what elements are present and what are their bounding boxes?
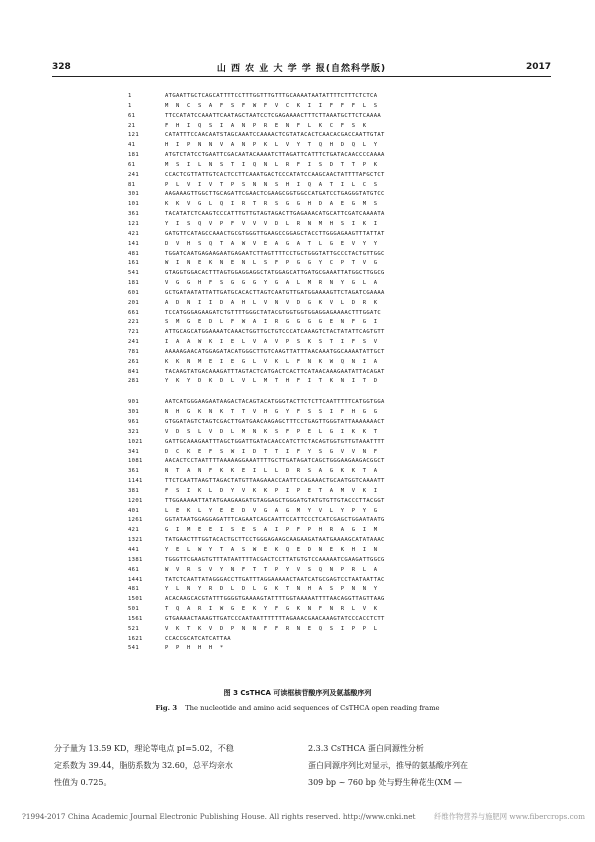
- body-line: 309 bp ~ 760 bp 处与野生种花生(XM —: [308, 778, 462, 787]
- sequence-position: 441: [128, 546, 139, 553]
- sequence-row: [128, 122, 558, 132]
- sequence-position: 21: [128, 122, 136, 129]
- nucleotide-sequence: AATCATGGGAAGAATAAGACTACAGTACATGGGTACTTCTCTTCAATTTTTCATGGTGGA: [165, 399, 385, 406]
- amino-acid-sequence: V G G H F S G G G Y G A L M R N Y G L A: [165, 280, 378, 287]
- sequence-row: [128, 190, 558, 200]
- sequence-row: [128, 536, 558, 546]
- amino-acid-sequence: Y E L W Y T A S W E K Q E D N E K H I N: [165, 546, 378, 553]
- page-header: [52, 60, 551, 77]
- sequence-row: [128, 348, 558, 358]
- sequence-position: 221: [128, 319, 139, 326]
- nucleotide-sequence: TCCATGGGAGAAGATCTGTTTTGGGCTATACGTGGTGGTGGAGGAGAAAACTTTGGATC: [165, 309, 382, 316]
- sequence-position: 401: [128, 507, 139, 514]
- sequence-row: [128, 566, 558, 576]
- sequence-row: [128, 328, 558, 338]
- sequence-position: 541: [128, 645, 139, 652]
- figure-label: Fig. 3: [155, 704, 178, 712]
- sequence-row: [128, 377, 558, 387]
- sequence-row: [128, 141, 558, 151]
- sequence-position: 301: [128, 409, 139, 416]
- sequence-position: 1: [128, 93, 132, 99]
- nucleotide-sequence: TTGGAAAAATTATATGAAGAAGATGTAGGAGCTGGGATGTATGTGTTGTACCCTTACGGT: [165, 497, 385, 504]
- sequence-position: 241: [128, 339, 139, 346]
- sequence-row: [128, 546, 558, 556]
- amino-acid-sequence: Y I S Q V P F V V V D L R N M H S I K I: [165, 220, 378, 227]
- sequence-row: [128, 585, 558, 595]
- figure-caption-en: [0, 704, 595, 712]
- sequence-position: 901: [128, 399, 139, 406]
- nucleotide-sequence: ACACAAGCACGTATTTGGGGTGAAAAGTATTTTGGTAAAAATTTTAACAGGTTAGTTAAG: [165, 596, 385, 603]
- nucleotide-sequence: AAGAAAGTTGGCTTGCAGATTCGAACTCGAAGCGGTGGCCATGATCCTGAGGGTATGTCC: [165, 191, 385, 198]
- sequence-row: [128, 605, 558, 615]
- nucleotide-sequence: GATGTTCATAGCCAAACTGCGTGGGTTGAAGCCGGAGCTACCTTGGGAGAAGTTTATTAT: [165, 230, 385, 237]
- sequence-row: [128, 161, 558, 171]
- body-line: 定系数为 39.44，脂肪系数为 32.60，总平均亲水: [54, 761, 233, 770]
- sequence-row: [128, 448, 558, 458]
- sequence-row: [128, 151, 558, 161]
- sequence-position: 1441: [128, 576, 143, 583]
- sequence-position: 1561: [128, 615, 143, 622]
- sequence-position: 61: [128, 112, 136, 119]
- sequence-position: 361: [128, 468, 139, 475]
- sequence-row: [128, 625, 558, 635]
- sequence-position: 241: [128, 171, 139, 178]
- amino-acid-sequence: M S I L N S T I Q N L R F I S D T T P K: [165, 161, 378, 168]
- sequence-position: 101: [128, 201, 139, 208]
- body-line: 性值为 0.725。: [54, 778, 112, 787]
- amino-acid-sequence: Y K Y D K D L V L M T H F I T K N I T D: [165, 378, 378, 385]
- amino-acid-sequence: W I N E K N E N L S F P G G Y C P T V G: [165, 260, 378, 267]
- nucleotide-sequence: GCTGATAATATTATTGATGCACACTTAGTCAATGTTGATGGAAAAGTTCTAGATCGAAAA: [165, 289, 385, 296]
- nucleotide-sequence: TATGAACTTTGGTACACTGCTTCCTGGGAGAAGCAAGAAGATAATGAAAAGCATATAAAC: [165, 537, 385, 544]
- amino-acid-sequence: D C K E F S W I D T T I F Y S G V V N F: [165, 448, 378, 455]
- sequence-position: 721: [128, 329, 139, 336]
- sequence-row: [128, 644, 558, 654]
- sequence-row: [128, 181, 558, 191]
- sequence-position: 781: [128, 348, 139, 355]
- sequence-row: [128, 467, 558, 477]
- sequence-position: 381: [128, 487, 139, 494]
- sequence-position: 1261: [128, 517, 143, 524]
- sequence-position: 41: [128, 142, 136, 149]
- sequence-position: 61: [128, 161, 136, 168]
- nucleotide-sequence: CATATTTCCAACAATSTAGCAAATCCAAAACTCGTATACACTCAACACGACCAATTGTAT: [165, 132, 385, 139]
- sequence-position: 1501: [128, 596, 143, 603]
- page-footer: [22, 812, 585, 824]
- sequence-row: [128, 635, 558, 645]
- sequence-position: 1141: [128, 478, 143, 485]
- nucleotide-sequence: AACACTCCTAATTTTAAAAAGGAAATTTTGCTTGATAGATCAGCTGGGAAGAAGACGGCT: [165, 458, 385, 465]
- amino-acid-sequence: K K N M E I E G L V K L F N K W Q N I A: [165, 358, 378, 365]
- nucleotide-sequence: TACAAGTATGACAAAGATTTAGTACTCATGACTCACTTCATAACAAAGAATATTACAGAT: [165, 368, 385, 375]
- sequence-position: 481: [128, 250, 139, 257]
- nucleotide-sequence: CCACCGCATCATCATTAA: [165, 635, 231, 642]
- sequence-row: [128, 259, 558, 269]
- sequence-position: 261: [128, 358, 139, 365]
- sequence-row: [128, 230, 558, 240]
- amino-acid-sequence: Y L N Y R D L D L G K T N H A S P N N Y: [165, 586, 378, 593]
- sequence-position: 1081: [128, 458, 143, 465]
- sequence-position: 841: [128, 368, 139, 375]
- sequence-row: [128, 408, 558, 418]
- sequence-row: [128, 200, 558, 210]
- sequence-row: [128, 477, 558, 487]
- sequence-position: 281: [128, 378, 139, 385]
- sequence-position: 161: [128, 260, 139, 267]
- nucleotide-sequence: ATTGCAGCATGGAAAATCAAACTGGTTGCTGTCCCATCAAAGTCTACTATATTCAGTGTT: [165, 329, 385, 336]
- sequence-position: 961: [128, 419, 139, 425]
- amino-acid-sequence: N H G K N K T T V H G Y F S S I F H G G: [165, 409, 378, 416]
- sequence-position: 141: [128, 240, 139, 247]
- body-line: 分子量为 13.59 KD，理论等电点 pI=5.02，不稳: [54, 744, 234, 753]
- nucleotide-sequence: GTGGATAGTCTAGTCGACTTGATGAACAAGAGCTTTCCTGAGTTGGGTATTAAAAAAACT: [165, 419, 385, 425]
- figure-caption-text: The nucleotide and amino acid sequences of CsTHCA open reading frame: [185, 704, 440, 712]
- sequence-position: 121: [128, 132, 139, 139]
- sequence-position: 501: [128, 606, 139, 613]
- publication-year: 2017: [525, 62, 551, 72]
- sequence-row: [128, 131, 558, 141]
- sequence-position: 421: [128, 527, 139, 534]
- nucleotide-sequence: AAAAAGAACATGGAGATACATGGGCTTGTCAAGTTATTTAACAAATGGCAAAATATTGCT: [165, 348, 385, 355]
- sequence-row: [128, 269, 558, 279]
- sequence-position: 1621: [128, 635, 143, 642]
- amino-acid-sequence: V D S L V D L M N K S F P E L G I K K T: [165, 428, 378, 435]
- amino-acid-sequence: P P H H H *: [165, 645, 224, 652]
- sequence-position: 121: [128, 220, 139, 227]
- sequence-position: 341: [128, 448, 139, 455]
- amino-acid-sequence: K K V G L Q I R T R S G G H D A E G M S: [165, 201, 378, 208]
- sequence-row: [128, 338, 558, 348]
- sequence-row: [128, 309, 558, 319]
- sequence-position: 421: [128, 230, 139, 237]
- amino-acid-sequence: I A A W K I E L V A V P S K S T I F S V: [165, 339, 378, 346]
- sequence-position: 321: [128, 428, 139, 435]
- sequence-position: 541: [128, 270, 139, 277]
- sequence-position: 1021: [128, 438, 143, 445]
- amino-acid-sequence: W V R S V Y N F T T P Y V S Q N P R L A: [165, 566, 378, 573]
- amino-acid-sequence: D V H S Q T A W V E A G A T L G E V Y Y: [165, 240, 378, 247]
- amino-acid-sequence: G I M E E I S E S A I P F P H R A G I M: [165, 527, 378, 534]
- body-text-right-column: [308, 740, 560, 791]
- amino-acid-sequence: F S I K L D Y V K K P I P E T A M V K I: [165, 487, 378, 494]
- figure-caption-cn: 图 3 CsTHCA 可读框核苷酸序列及氨基酸序列: [223, 689, 372, 697]
- sequence-position: 661: [128, 309, 139, 316]
- sequence-row: [128, 507, 558, 517]
- body-text-left-column: [54, 740, 306, 791]
- sequence-row: [128, 299, 558, 309]
- section-heading: 2.3.3 CsTHCA 蛋白同源性分析: [308, 744, 424, 753]
- sequence-row: [128, 526, 558, 536]
- sequence-row: [128, 516, 558, 526]
- sequence-row: [128, 240, 558, 250]
- body-line: 蛋白同源序列比对显示，推导的氨基酸序列在: [308, 761, 468, 770]
- sequence-position: 81: [128, 181, 136, 188]
- sequence-position: 1321: [128, 537, 143, 544]
- amino-acid-sequence: T Q A R I W G E K Y F G K N F N R L V K: [165, 606, 378, 613]
- sequence-position: 201: [128, 299, 139, 306]
- sequence-row: [128, 220, 558, 230]
- nucleotide-sequence: TTCCATATCCAAATTCAATAGCTAATCCTCGAGAAAACTTTCTTAAATGCTTCTCAAAA: [165, 112, 382, 119]
- sequence-position: 361: [128, 211, 139, 218]
- copyright-notice: ?1994-2017 China Academic Journal Electronic Publishing House. All rights reserved. http://www.cnki.net: [22, 812, 416, 821]
- nucleotide-sequence: TATCTCAATTATAGGGACCTTGATTTAGGAAAAACTAATCATGCGAGTCCTAATAATTAC: [165, 576, 385, 583]
- sequence-position: 461: [128, 566, 139, 573]
- sequence-position: 1: [128, 102, 132, 109]
- sequence-row: [128, 279, 558, 289]
- nucleotide-sequence: TTCTCAATTAAGTTAGACTATGTTAAGAAACCAATTCCAGAAACTGCAATGGTCAAAATT: [165, 478, 385, 485]
- nucleotide-sequence: GGTATAATGGAGGAGATTTCAGAATCAGCAATTCCATTCCCTCATCGAGCTGGAATAATG: [165, 517, 385, 524]
- sequence-row: [128, 171, 558, 181]
- sequence-row: [128, 457, 558, 467]
- nucleotide-sequence: ATGTCTATCCTGAATTCGACAATACAAAATCTTAGATTCATTTCTGATACAACCCCAAAA: [165, 152, 385, 159]
- amino-acid-sequence: M N C S A F S F W F V C K I I F F F L S: [165, 102, 378, 109]
- sequence-row: [128, 418, 558, 428]
- sequence-position: 1381: [128, 556, 143, 563]
- nucleotide-sequence: TGGGTTCGAAGTGTTTATAATTTTACGACTCCTTATGTGTCCAAAAATCGAAGATTGGCG: [165, 556, 385, 563]
- journal-title: 山 西 农 业 大 学 学 报(自然科学版): [216, 64, 387, 74]
- amino-acid-sequence: H I P N N V A N P K L V Y T Q H D Q L Y: [165, 142, 378, 149]
- sequence-position: 1201: [128, 497, 143, 504]
- nucleotide-sequence: GTGAAAACTAAAGTTGATCCCAATAATTTTTTTAGAAACGAACAAAGTATCCCACCTCTT: [165, 615, 385, 622]
- nucleotide-sequence: CCACTCGTTATTGTCACTCCTTCAAATGACTCCCATATCCAAGCAACTATTTTAFGCTCT: [165, 171, 385, 178]
- sequence-row: [128, 615, 558, 625]
- nucleotide-sequence: GATTGCAAAGAATTTAGCTGGATTGATACAACCATCTTCTACAGTGGTGTTGTAAATTTT: [165, 438, 385, 445]
- sequence-row: [128, 102, 558, 112]
- sequence-row: [128, 398, 558, 408]
- page-number: 328: [52, 62, 71, 72]
- sequence-position: 601: [128, 289, 139, 296]
- sequence-row: [128, 210, 558, 220]
- sequence-row: [128, 428, 558, 438]
- amino-acid-sequence: V K T K V D P N N F F R N E Q S I P P L: [165, 625, 378, 632]
- nucleotide-sequence: TACATATCTCAAGTCCCATTTGTTGTAGTAGACTTGAGAAACATGCATTCGATCAAAATA: [165, 211, 385, 218]
- sequence-position: 301: [128, 191, 139, 198]
- sequence-row: [128, 595, 558, 605]
- sequence-row: [128, 250, 558, 260]
- amino-acid-sequence: A D N I I D A H L V N V D G K V L D R K: [165, 299, 378, 306]
- nucleotide-sequence: ATGAATTGCTCAGCATTTTCCTTTGGTTTGTTTGCAAAATAATATTTTCTTTCTCTCA: [165, 93, 378, 99]
- amino-acid-sequence: F H I Q S I A N P R E N F L K C F S K: [165, 122, 367, 129]
- sequence-row: [128, 92, 558, 102]
- amino-acid-sequence: N T A N F K K E I L L D R S A G K K T A: [165, 468, 378, 475]
- sequence-row: [128, 358, 558, 368]
- nucleotide-sequence: TGGATCAATGAGAAGAATGAGAATCTTAGTTTTCCTGCTGGGTATTGCCCTACTGTTGGC: [165, 250, 385, 257]
- amino-acid-sequence: P L V I V T P S N N S H I Q A T I L C S: [165, 181, 378, 188]
- amino-acid-sequence: S M G E D L F W A I R G G G G E N F G I: [165, 319, 378, 326]
- nucleotide-sequence: GTAGGTGGACACTTTAGTGGAGGAGGCTATGGAGCATTGATGCGAAATTATGGCTTGGCG: [165, 270, 385, 277]
- sequence-position: 481: [128, 586, 139, 593]
- sequence-figure: [128, 92, 558, 654]
- sequence-row: [128, 487, 558, 497]
- sequence-position: 181: [128, 280, 139, 287]
- sequence-row: [128, 438, 558, 448]
- sequence-row: [128, 556, 558, 566]
- amino-acid-sequence: L E K L Y E E D V G A G M Y V L Y P Y G: [165, 507, 378, 514]
- site-watermark: 纤维作物营养与施肥网 www.fibercrops.com: [434, 812, 585, 821]
- sequence-row: [128, 289, 558, 299]
- sequence-row: [128, 112, 558, 122]
- sequence-row: [128, 368, 558, 378]
- sequence-row: [128, 497, 558, 507]
- sequence-position: 521: [128, 625, 139, 632]
- sequence-position: 181: [128, 152, 139, 159]
- sequence-row: [128, 318, 558, 328]
- sequence-row: [128, 576, 558, 586]
